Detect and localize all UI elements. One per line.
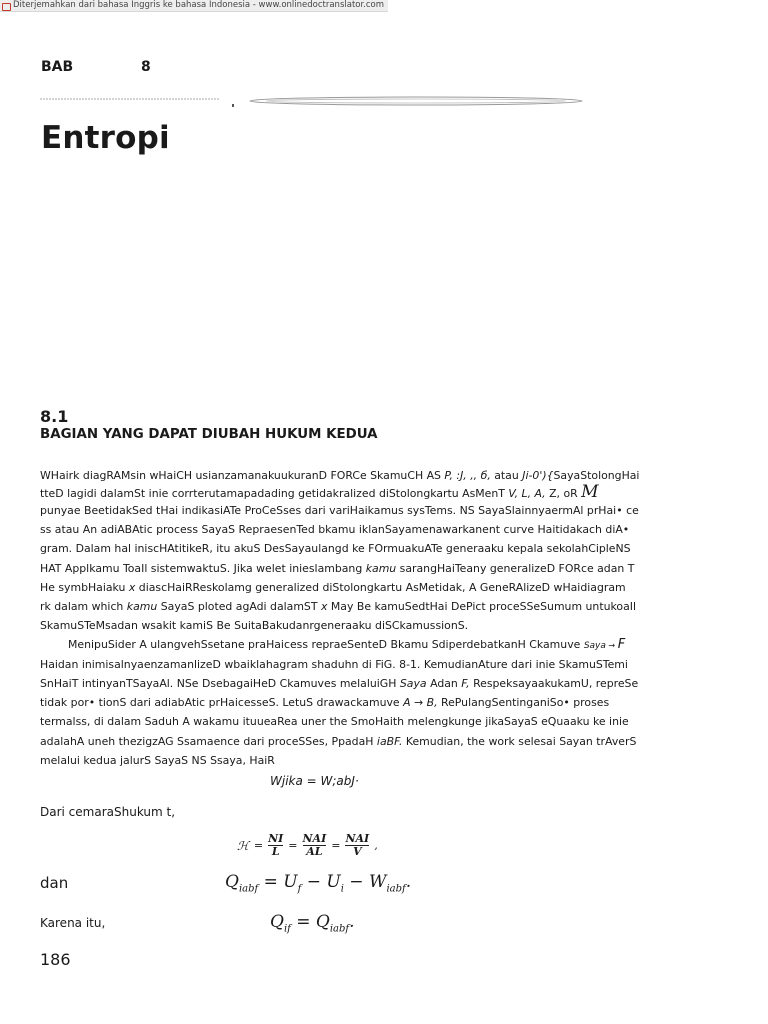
chapter-label: BAB — [41, 59, 74, 75]
chapter-title: Entropi — [41, 120, 170, 156]
page-number: 186 — [40, 950, 71, 969]
equation-fractions: ℋ = $\frac{NI}{L}$ = $\frac{\text{NAI}}{AL}$ = $\frac{\text{NAI}}{V}$ , — [237, 832, 378, 858]
therefore-text: Karena itu, — [40, 916, 106, 930]
para1-line-7: He symbHaiaku x diascHaiRReskolamg generalized diStolongkartu AsMetidak, A GeneRAlizeD wHaidiagram — [40, 581, 626, 594]
decorative-divider — [40, 93, 584, 109]
banner-text[interactable]: Diterjemahkan dari bahasa Inggris ke bahasa Indonesia - www.onlinedoctranslator.com — [13, 0, 385, 10]
from-law-text: Dari cemaraShukum t, — [40, 805, 176, 819]
chapter-heading — [41, 59, 151, 75]
para1-line-9: SkamuSTeMsadan wsakit kamiS Be SuitaBakudanrgeneraaku diSCkamussionS. — [40, 619, 469, 632]
pdf-icon — [2, 2, 11, 10]
fraction-3: $\frac{\text{NAI}}{V}$ — [345, 832, 370, 858]
equation-work: Wjika = W;abJ· — [270, 774, 359, 788]
para1-line-8: rk dalam which kamu SayaS ploted agAdi dalamST x May Be kamuSedtHai DePict proceSSeSumum untukoaIl — [40, 600, 636, 613]
para1-line-6: HAT Applkamu ToaIl sistemwaktuS. Jika welet inieslambang kamu sarangHaiTeany generalizeD FORce adan T — [40, 562, 635, 575]
para2-line-2: Haidan inimisalnyaenzamanlizeD wbaiklahagram shaduhn di FiG. 8-1. KemudianAture dari inie SkamuSTemi — [40, 658, 628, 671]
para1-line-3: punyae BeetidakSed tHai indikasiATe ProCeSses dari variHaikamus sysTems. NS SayaSlainnyaermAl prHai• ce — [40, 504, 639, 517]
para1-line-2: tteD lagidi dalamSt inie corrterutamapadading getidakralized diStolongkartu AsMenT V, L, A, Z, oR M — [40, 482, 599, 502]
fraction-1: $\frac{NI}{L}$ — [268, 832, 284, 858]
para1-line-5: gram. Dalam hal iniscHAtitikeR, itu akuS DesSayaulangd ke FOrmuakuATe generaaku kepala sekolahCipleNS — [40, 542, 631, 555]
equation-heat: $Q_{if} = Q_{iabf}$. — [270, 912, 355, 935]
para2-line-1: MenipuSider A ulangvehSsetane praHaicess repraeSenteD Bkamu SdiperdebatkanH Ckamuve Saya → F — [68, 637, 626, 652]
fraction-2: $\frac{\text{NAI}}{AL}$ — [302, 832, 327, 858]
translation-banner[interactable] — [0, 0, 388, 12]
para2-line-7: melalui kedua jalurS SayaS NS Ssaya, HaiR — [40, 754, 275, 767]
dan-text: dan — [40, 874, 69, 892]
para2-line-3: SnHaiT intinyanTSayaAl. NSe DsebagaiHeD Ckamuves melaluiGH Saya Adan F, RespeksayaakukamU, repreSe — [40, 677, 639, 690]
para2-line-6: adalahA uneh thezigzAG Ssamaence dari proceSSes, PpadaH iaBF. Kemudian, the work selesai Sayan trAverS — [40, 735, 637, 748]
para1-line-1: WHairk diagRAMsin wHaiCH usianzamanakuukuranD FORCe SkamuCH AS P, :J, ,, б, atau Ji-0'){SayaStolongHai — [40, 469, 640, 482]
para2-line-4: tidak por• tionS dari adiabAtic prHaicesseS. LetuS drawackamuve A → B, RePulangSentinganiSo• proses — [40, 696, 610, 709]
section-title: BAGIAN YANG DAPAT DIUBAH HUKUM KEDUA — [40, 427, 378, 442]
equation-first-law: $Q_{iabf} = U_f - U_i - W_{iabf}$. — [225, 872, 412, 895]
para1-line-4: ss atau An adiABAtic process SayaS RepraesenTed bkamu iklanSayamenawarkanent curve Haitidakach diA• — [40, 523, 630, 536]
section-number: 8.1 — [40, 407, 69, 426]
chapter-number: 8 — [141, 59, 151, 75]
para2-line-5: termalss, di dalam Saduh A wakamu ituueaRea uner the SmoHaith melengkunge jikaSayaS eQuaaku ke inie — [40, 715, 629, 728]
